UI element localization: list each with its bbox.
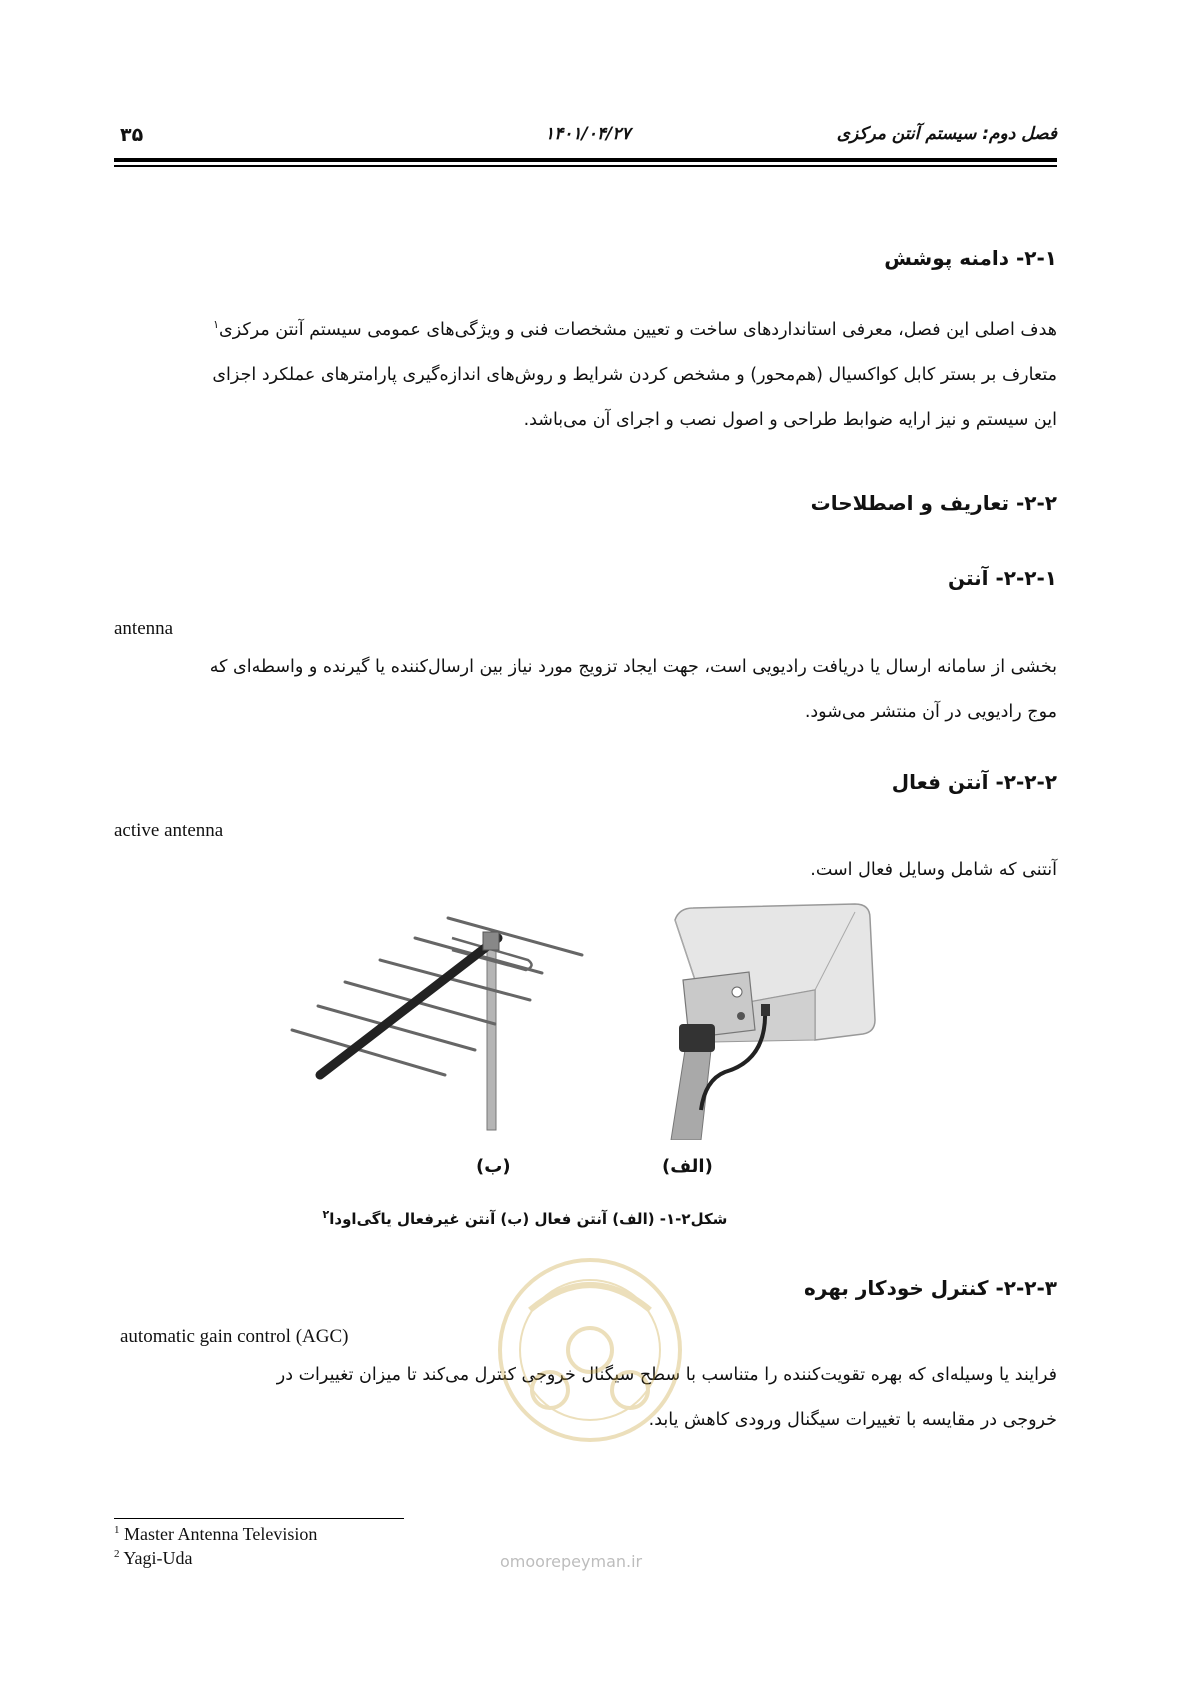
figure-label-b: (ب) <box>476 1156 511 1177</box>
section-heading-definitions: ۲-۲- تعاریف و اصطلاحات <box>810 491 1057 515</box>
agc-line-1: فرایند یا وسیله‌ای که بهره تقویت‌کننده را متناسب با سطح سیگنال خروجی کنترل می‌کند تا میزان تغییرات در <box>276 1365 1057 1385</box>
watermark-site: omoorepeyman.ir <box>500 1552 643 1571</box>
footnote-2-text: Yagi-Uda <box>123 1548 193 1568</box>
figure-label-a: (الف) <box>662 1156 713 1177</box>
footnote-2 <box>114 1548 193 1569</box>
header-date: ۱۴۰۱/۰۴/۲۷ <box>545 124 631 144</box>
scope-line-1: هدف اصلی این فصل، معرفی استانداردهای ساخت و تعیین مشخصات فنی و ویژگی‌های عمومی سیستم آنتن مرکزی <box>219 319 1057 340</box>
section-scope-paragraph <box>114 302 1057 443</box>
figure-caption <box>260 1208 790 1228</box>
figure-caption-text: شکل۲-۱- (الف) آنتن فعال (ب) آنتن غیرفعال یاگی‌اودا <box>329 1210 728 1228</box>
section-heading-agc: ۲-۲-۳- کنترل خودکار بهره <box>803 1276 1057 1300</box>
watermark-logo <box>490 1240 690 1540</box>
section-heading-antenna: ۲-۲-۱- آنتن <box>947 566 1057 590</box>
footnote-2-num: 2 <box>114 1548 120 1560</box>
section-heading-scope: ۲-۱- دامنه پوشش <box>884 246 1057 270</box>
page-number: ۳۵ <box>120 124 144 146</box>
footnote-1-num: 1 <box>114 1524 120 1536</box>
antenna-line-2: موج رادیویی در آن منتشر می‌شود. <box>804 702 1057 722</box>
antenna-definition <box>114 645 1057 735</box>
scope-line-2: متعارف بر بستر کابل کواکسیال (هم‌محور) و مشخص کردن شرایط و روش‌های اندازه‌گیری پارامترهای عملکرد اجزای <box>212 364 1057 385</box>
footnote-ref-1[interactable]: ۱ <box>213 318 220 331</box>
active-antenna-line-1: آنتنی که شامل وسایل فعال است. <box>810 860 1057 880</box>
section-heading-active-antenna: ۲-۲-۲- آنتن فعال <box>891 770 1057 794</box>
scope-line-3: این سیستم و نیز ارایه ضوابط طراحی و اصول نصب و اجرای آن می‌باشد. <box>523 409 1057 430</box>
footnote-1-text: Master Antenna Television <box>124 1524 318 1544</box>
footnote-rule <box>114 1518 404 1519</box>
yagi-antenna-illustration <box>280 900 600 1140</box>
term-en-active-antenna: active antenna <box>114 820 224 841</box>
footnote-ref-2[interactable]: ۲ <box>322 1208 330 1221</box>
header-chapter-title: فصل دوم: سیستم آنتن مرکزی <box>836 124 1057 144</box>
active-antenna-definition <box>114 848 1057 893</box>
antenna-line-1: بخشی از سامانه ارسال یا دریافت رادیویی است، جهت ایجاد تزویج مورد نیاز بین ارسال‌کننده یا گیرنده و واسطه‌ای که <box>209 657 1057 677</box>
header-rule-thin <box>114 165 1057 167</box>
agc-line-2: خروجی در مقایسه با تغییرات سیگنال ورودی کاهش یابد. <box>648 1410 1057 1430</box>
footnote-1 <box>114 1524 317 1545</box>
header-rule-thick <box>114 158 1057 162</box>
active-antenna-illustration <box>665 900 905 1140</box>
term-en-antenna: antenna <box>114 618 174 639</box>
term-en-agc: automatic gain control (AGC) <box>120 1326 349 1347</box>
